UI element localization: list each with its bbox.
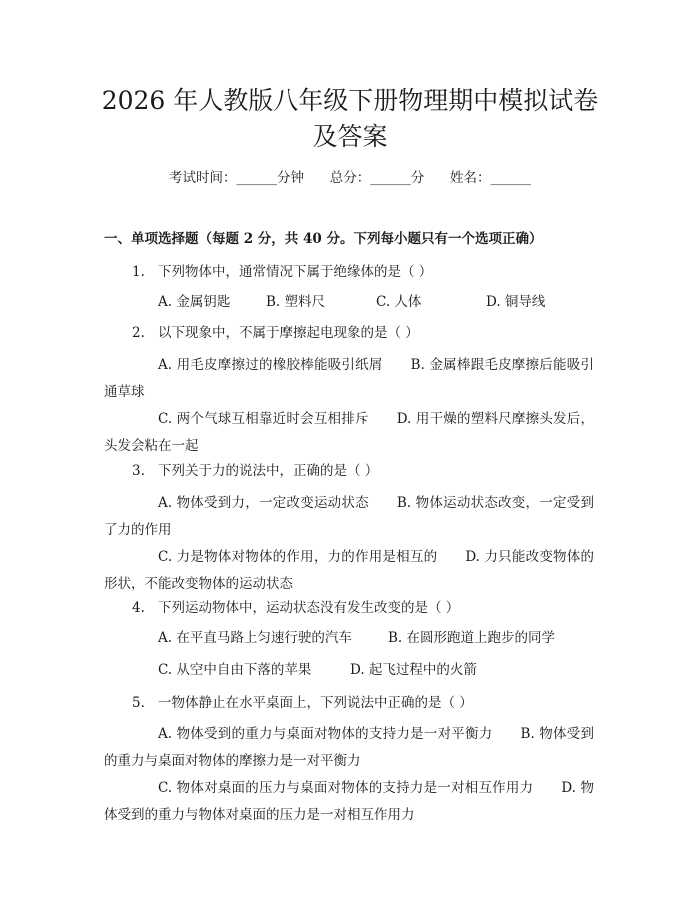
question-3 bbox=[132, 461, 378, 481]
question-stem: 一物体静止在水平桌面上，下列说法中正确的是（ ） bbox=[158, 695, 473, 711]
q3-option-b: B. 物体运动状态改变，一定受到了力的作用 bbox=[104, 495, 594, 538]
q2-option-b: B. 金属棒跟毛皮摩擦后能吸引通草球 bbox=[104, 357, 594, 400]
q1-option-d: D. 铜导线 bbox=[486, 294, 546, 310]
q1-option-b: B. 塑料尺 bbox=[266, 294, 326, 310]
question-number: 5. bbox=[132, 695, 145, 711]
section-heading: 一、单项选择题（每题 2 分，共 40 分。下列每小题只有一个选项正确） bbox=[104, 231, 543, 247]
q5-option-a: A. 物体受到的重力与桌面对物体的支持力是一对平衡力 bbox=[158, 726, 493, 742]
question-2 bbox=[132, 323, 419, 343]
q5-options-ab bbox=[104, 721, 594, 775]
q3-option-c: C. 力是物体对物体的作用，力的作用是相互的 bbox=[158, 549, 438, 565]
q5-options-cd bbox=[104, 775, 594, 829]
q1-option-a: A. 金属钥匙 bbox=[158, 294, 231, 310]
q4-option-d: D. 起飞过程中的火箭 bbox=[350, 662, 477, 678]
question-1 bbox=[132, 262, 432, 282]
question-number: 1. bbox=[132, 264, 145, 280]
question-stem: 以下现象中，不属于摩擦起电现象的是（ ） bbox=[158, 325, 419, 341]
q3-option-a: A. 物体受到力，一定改变运动状态 bbox=[158, 495, 369, 511]
q4-option-c: C. 从空中自由下落的苹果 bbox=[158, 662, 312, 678]
q3-options-ab bbox=[104, 490, 594, 544]
q4-option-b: B. 在圆形跑道上跑步的同学 bbox=[388, 630, 556, 646]
q5-option-b: B. 物体受到的重力与桌面对物体的摩擦力是一对平衡力 bbox=[104, 726, 594, 769]
question-stem: 下列物体中，通常情况下属于绝缘体的是（ ） bbox=[158, 264, 433, 280]
question-stem: 下列运动物体中，运动状态没有发生改变的是（ ） bbox=[158, 600, 460, 616]
exam-title-line-2: 及答案 bbox=[312, 122, 388, 151]
q3-option-d: D. 力只能改变物体的形状，不能改变物体的运动状态 bbox=[104, 549, 594, 592]
q2-option-a: A. 用毛皮摩擦过的橡胶棒能吸引纸屑 bbox=[158, 357, 383, 373]
q5-option-c: C. 物体对桌面的压力与桌面对物体的支持力是一对相互作用力 bbox=[158, 780, 534, 796]
q4-option-a: A. 在平直马路上匀速行驶的汽车 bbox=[158, 630, 352, 646]
q2-option-c: C. 两个气球互相靠近时会互相排斥 bbox=[158, 411, 369, 427]
question-5 bbox=[132, 693, 473, 713]
q2-option-d: D. 用干燥的塑料尺摩擦头发后，头发会粘在一起 bbox=[104, 411, 594, 454]
question-number: 4. bbox=[132, 600, 145, 616]
question-number: 3. bbox=[132, 463, 145, 479]
exam-title-line-1: 2026 年人教版八年级下册物理期中模拟试卷 bbox=[101, 86, 599, 115]
question-number: 2. bbox=[132, 325, 145, 341]
q2-options-cd bbox=[104, 406, 594, 460]
q5-option-d: D. 物体受到的重力与物体对桌面的压力是一对相互作用力 bbox=[104, 780, 594, 823]
q1-option-c: C. 人体 bbox=[376, 294, 422, 310]
exam-info-line: 考试时间：______分钟 总分：______分 姓名：______ bbox=[169, 170, 531, 186]
question-stem: 下列关于力的说法中，正确的是（ ） bbox=[158, 463, 379, 479]
question-4 bbox=[132, 598, 459, 618]
q2-options-ab bbox=[104, 352, 594, 406]
q3-options-cd bbox=[104, 544, 594, 598]
